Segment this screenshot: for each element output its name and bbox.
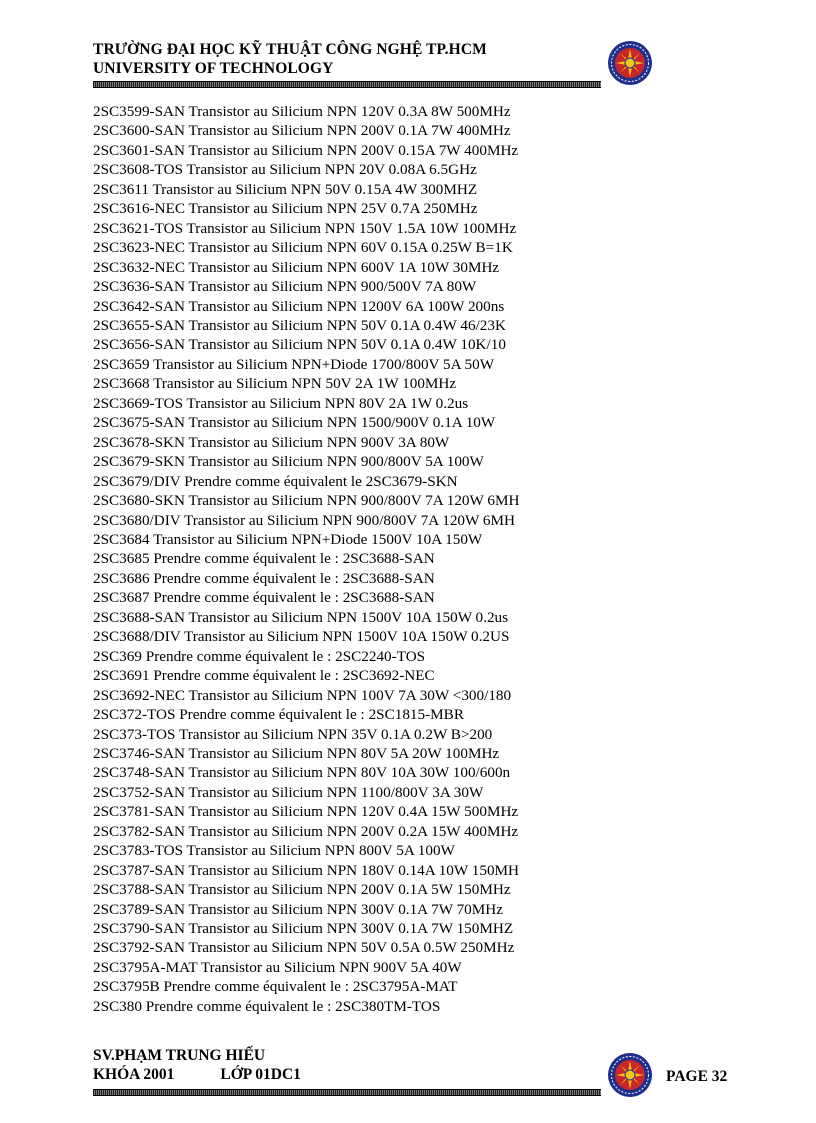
entry-line: 2SC372-TOS Prendre comme équivalent le : 2SC1815-MBR bbox=[93, 706, 464, 724]
entry-line: 2SC3680-SKN Transistor au Silicium NPN 900/800V 7A 120W 6MH bbox=[93, 492, 520, 510]
footer-divider bbox=[93, 1089, 601, 1096]
university-logo-footer-icon bbox=[607, 1052, 653, 1098]
entry-line: 2SC380 Prendre comme équivalent le : 2SC380TM-TOS bbox=[93, 997, 441, 1015]
logo-center bbox=[625, 58, 635, 68]
entry-line: 2SC3781-SAN Transistor au Silicium NPN 120V 0.4A 15W 500MHz bbox=[93, 803, 519, 821]
student-name: SV.PHẠM TRUNG HIẾU bbox=[93, 1047, 266, 1064]
course-year: KHÓA 2001 bbox=[93, 1066, 175, 1083]
entry-line: 2SC3691 Prendre comme équivalent le : 2SC3692-NEC bbox=[93, 667, 435, 685]
entry-line: 2SC3680/DIV Transistor au Silicium NPN 900/800V 7A 120W 6MH bbox=[93, 511, 515, 529]
entry-line: 2SC3623-NEC Transistor au Silicium NPN 60V 0.15A 0.25W B=1K bbox=[93, 239, 513, 257]
entry-line: 2SC3600-SAN Transistor au Silicium NPN 200V 0.1A 7W 400MHz bbox=[93, 122, 511, 140]
entry-line: 2SC3787-SAN Transistor au Silicium NPN 180V 0.14A 10W 150MH bbox=[93, 861, 520, 879]
transistor-entry-list bbox=[93, 102, 693, 1016]
entry-line: 2SC3752-SAN Transistor au Silicium NPN 1100/800V 3A 30W bbox=[93, 783, 484, 801]
university-logo-icon bbox=[607, 40, 653, 86]
entry-line: 2SC369 Prendre comme équivalent le : 2SC2240-TOS bbox=[93, 647, 426, 665]
entry-line: 2SC3687 Prendre comme équivalent le : 2SC3688-SAN bbox=[93, 589, 435, 607]
entry-line: 2SC3692-NEC Transistor au Silicium NPN 100V 7A 30W <300/180 bbox=[93, 686, 512, 704]
entry-line: 2SC3621-TOS Transistor au Silicium NPN 150V 1.5A 10W 100MHz bbox=[93, 219, 517, 237]
entry-line: 2SC373-TOS Transistor au Silicium NPN 35V 0.1A 0.2W B>200 bbox=[93, 725, 493, 743]
page-header bbox=[93, 40, 613, 78]
header-divider bbox=[93, 81, 601, 88]
entry-line: 2SC3679-SKN Transistor au Silicium NPN 900/800V 5A 100W bbox=[93, 453, 484, 471]
entry-line: 2SC3790-SAN Transistor au Silicium NPN 300V 0.1A 7W 150MHZ bbox=[93, 920, 514, 938]
entry-line: 2SC3782-SAN Transistor au Silicium NPN 200V 0.2A 15W 400MHz bbox=[93, 822, 519, 840]
entry-line: 2SC3608-TOS Transistor au Silicium NPN 20V 0.08A 6.5GHz bbox=[93, 161, 477, 179]
entry-line: 2SC3684 Transistor au Silicium NPN+Diode 1500V 10A 150W bbox=[93, 530, 483, 548]
entry-line: 2SC3636-SAN Transistor au Silicium NPN 900/500V 7A 80W bbox=[93, 278, 477, 296]
entry-line: 2SC3616-NEC Transistor au Silicium NPN 25V 0.7A 250MHz bbox=[93, 200, 478, 218]
entry-line: 2SC3748-SAN Transistor au Silicium NPN 80V 10A 30W 100/600n bbox=[93, 764, 511, 782]
university-name-en: UNIVERSITY OF TECHNOLOGY bbox=[93, 60, 334, 77]
entry-line: 2SC3642-SAN Transistor au Silicium NPN 1200V 6A 100W 200ns bbox=[93, 297, 505, 315]
entry-line: 2SC3679/DIV Prendre comme équivalent le 2SC3679-SKN bbox=[93, 472, 458, 490]
entry-line: 2SC3746-SAN Transistor au Silicium NPN 80V 5A 20W 100MHz bbox=[93, 744, 500, 762]
university-name-vi: TRƯỜNG ĐẠI HỌC KỸ THUẬT CÔNG NGHỆ TP.HCM bbox=[93, 41, 487, 58]
page-footer bbox=[93, 1046, 613, 1084]
entry-line: 2SC3678-SKN Transistor au Silicium NPN 900V 3A 80W bbox=[93, 433, 450, 451]
entry-line: 2SC3599-SAN Transistor au Silicium NPN 120V 0.3A 8W 500MHz bbox=[93, 103, 511, 120]
entry-line: 2SC3668 Transistor au Silicium NPN 50V 2A 1W 100MHz bbox=[93, 375, 457, 393]
entry-line: 2SC3788-SAN Transistor au Silicium NPN 200V 0.1A 5W 150MHz bbox=[93, 881, 511, 899]
entry-line: 2SC3688-SAN Transistor au Silicium NPN 1500V 10A 150W 0.2us bbox=[93, 608, 509, 626]
entry-line: 2SC3669-TOS Transistor au Silicium NPN 80V 2A 1W 0.2us bbox=[93, 394, 469, 412]
page-number: PAGE 32 bbox=[666, 1068, 728, 1085]
entry-line: 2SC3686 Prendre comme équivalent le : 2SC3688-SAN bbox=[93, 569, 435, 587]
entry-line: 2SC3688/DIV Transistor au Silicium NPN 1500V 10A 150W 0.2US bbox=[93, 628, 510, 646]
entry-line: 2SC3601-SAN Transistor au Silicium NPN 200V 0.15A 7W 400MHz bbox=[93, 141, 519, 159]
entry-line: 2SC3795B Prendre comme équivalent le : 2SC3795A-MAT bbox=[93, 978, 458, 996]
entry-line: 2SC3789-SAN Transistor au Silicium NPN 300V 0.1A 7W 70MHz bbox=[93, 900, 503, 918]
entry-line: 2SC3611 Transistor au Silicium NPN 50V 0.15A 4W 300MHZ bbox=[93, 180, 478, 198]
entry-line: 2SC3632-NEC Transistor au Silicium NPN 600V 1A 10W 30MHz bbox=[93, 258, 500, 276]
entry-line: 2SC3792-SAN Transistor au Silicium NPN 50V 0.5A 0.5W 250MHz bbox=[93, 939, 515, 957]
course-class-line bbox=[93, 1065, 613, 1084]
entry-line: 2SC3659 Transistor au Silicium NPN+Diode 1700/800V 5A 50W bbox=[93, 355, 495, 373]
entry-line: 2SC3795A-MAT Transistor au Silicium NPN 900V 5A 40W bbox=[93, 958, 462, 976]
entry-line: 2SC3675-SAN Transistor au Silicium NPN 1500/900V 0.1A 10W bbox=[93, 414, 496, 432]
entry-line: 2SC3656-SAN Transistor au Silicium NPN 50V 0.1A 0.4W 10K/10 bbox=[93, 336, 506, 354]
class-name: LỚP 01DC1 bbox=[220, 1066, 301, 1083]
entry-line: 2SC3655-SAN Transistor au Silicium NPN 50V 0.1A 0.4W 46/23K bbox=[93, 316, 506, 334]
entry-line: 2SC3783-TOS Transistor au Silicium NPN 800V 5A 100W bbox=[93, 842, 455, 860]
entry-line: 2SC3685 Prendre comme équivalent le : 2SC3688-SAN bbox=[93, 550, 435, 568]
